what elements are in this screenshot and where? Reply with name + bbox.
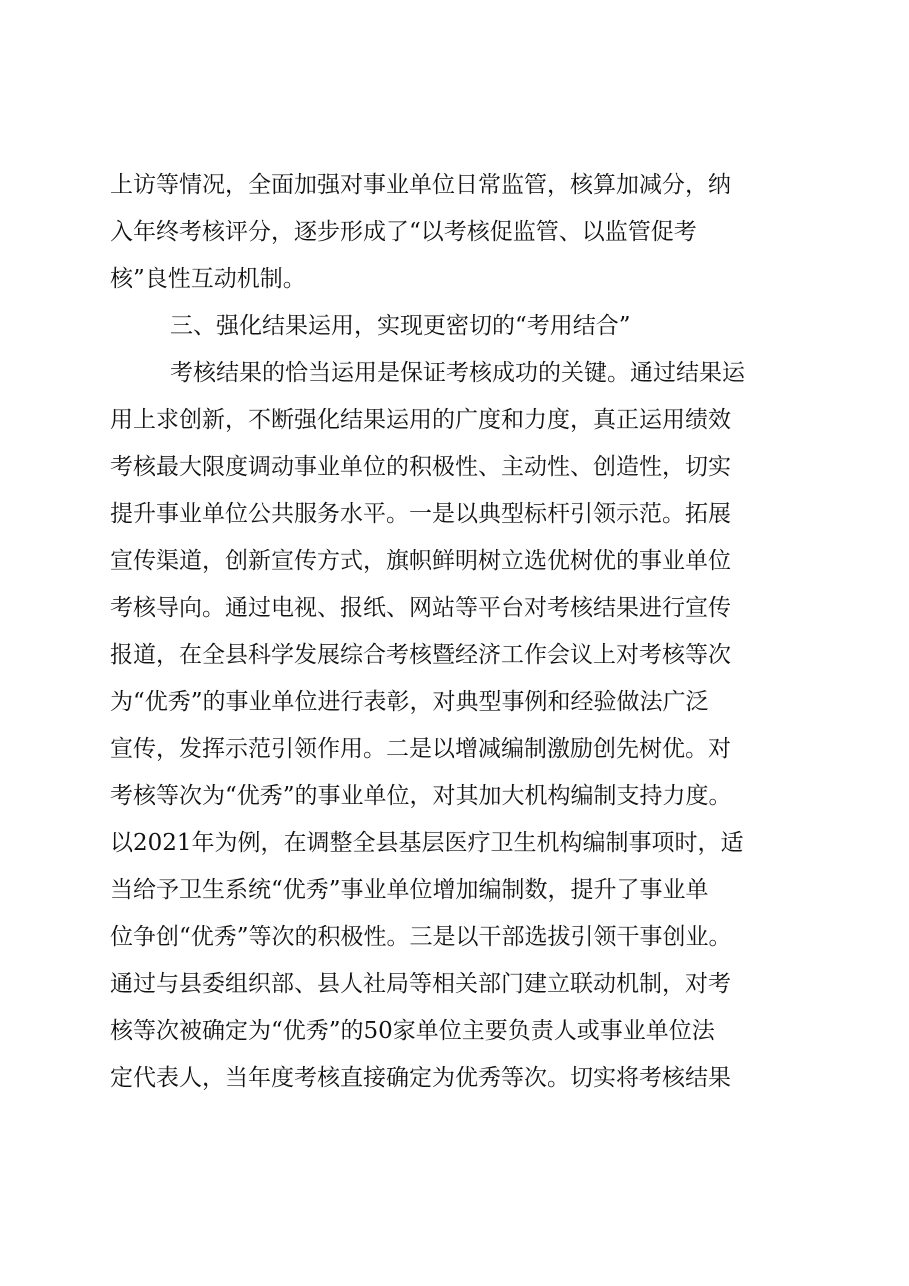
text-line: 用上求创新，不断强化结果运用的广度和力度，真正运用绩效 [110, 407, 731, 433]
text-line: 定代表人，当年度考核直接确定为优秀等次。切实将考核结果 [110, 1065, 731, 1091]
section-heading: 三、强化结果运用，实现更密切的“考用结合” [170, 313, 631, 339]
text-line: 报道，在全县科学发展综合考核暨经济工作会议上对考核等次 [110, 642, 731, 668]
text-line: 为“优秀”的事业单位进行表彰，对典型事例和经验做法广泛 [110, 689, 709, 715]
text-line: 以2021年为例，在调整全县基层医疗卫生机构编制事项时，适 [110, 830, 744, 856]
text-line: 位争创“优秀”等次的积极性。三是以干部选拔引领干事创业。 [110, 924, 732, 950]
text-line: 考核最大限度调动事业单位的积极性、主动性、创造性，切实 [110, 454, 731, 480]
text-line: 核”良性互动机制。 [110, 266, 306, 292]
text-line: 上访等情况，全面加强对事业单位日常监管，核算加减分，纳 [110, 172, 731, 198]
text-line: 宣传渠道，创新宣传方式，旗帜鲜明树立选优树优的事业单位 [110, 548, 731, 574]
text-line: 宣传，发挥示范引领作用。二是以增减编制激励创先树优。对 [110, 736, 731, 762]
text-line: 入年终考核评分，逐步形成了“以考核促监管、以监管促考 [110, 219, 697, 245]
text-line: 核等次被确定为“优秀”的50家单位主要负责人或事业单位法 [110, 1018, 715, 1044]
text-line: 考核等次为“优秀”的事业单位，对其加大机构编制支持力度。 [110, 783, 732, 809]
text-line: 通过与县委组织部、县人社局等相关部门建立联动机制，对考 [110, 971, 731, 997]
text-line: 考核结果的恰当运用是保证考核成功的关键。通过结果运 [170, 360, 745, 386]
text-line: 提升事业单位公共服务水平。一是以典型标杆引领示范。拓展 [110, 501, 731, 527]
text-line: 考核导向。通过电视、报纸、网站等平台对考核结果进行宣传 [110, 595, 731, 621]
text-line: 当给予卫生系统“优秀”事业单位增加编制数，提升了事业单 [110, 877, 709, 903]
